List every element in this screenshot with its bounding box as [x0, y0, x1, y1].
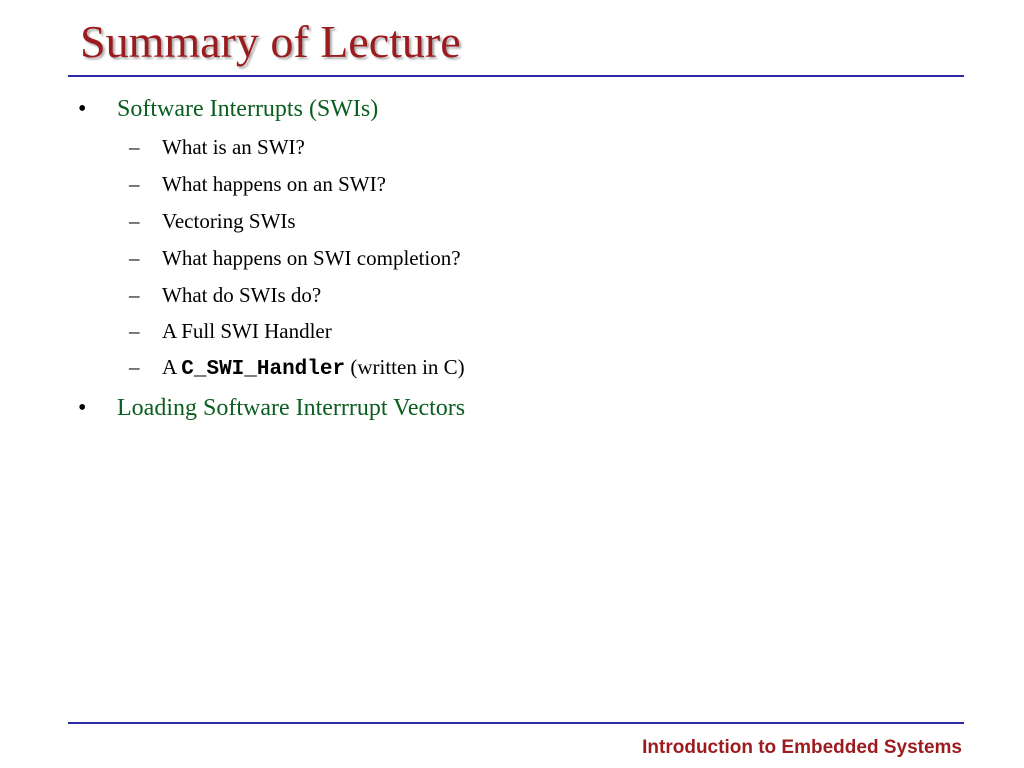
- sub-item-text: What happens on SWI completion?: [162, 246, 461, 270]
- slide-footer: Introduction to Embedded Systems: [642, 737, 962, 758]
- sub-marker: –: [129, 319, 140, 343]
- sub-marker: –: [129, 172, 140, 196]
- sub-item-text: What happens on an SWI?: [162, 172, 386, 196]
- title-divider: [68, 75, 964, 77]
- bullet-text: Loading Software Interrrupt Vectors: [117, 395, 466, 421]
- bullet-marker: •: [78, 395, 87, 421]
- sub-item-text: What is an SWI?: [162, 135, 305, 159]
- sub-marker: –: [129, 246, 140, 270]
- sub-item-text: Vectoring SWIs: [162, 209, 296, 233]
- footer-divider: [68, 722, 964, 724]
- sub-item-prefix: A: [162, 355, 182, 379]
- sub-marker: –: [129, 355, 140, 379]
- sub-item-text: What do SWIs do?: [162, 283, 322, 307]
- sub-item-suffix: (written in C): [345, 355, 465, 379]
- bullet-marker: •: [78, 96, 87, 122]
- code-identifier: C_SWI_Handler: [181, 358, 346, 381]
- bullet-text: Software Interrupts (SWIs): [117, 96, 379, 122]
- sub-item-text: A Full SWI Handler: [162, 319, 332, 343]
- slide-title: Summary of Lecture: [80, 16, 461, 67]
- sub-item-text: [162, 354, 465, 383]
- sub-marker: –: [129, 283, 140, 307]
- sub-marker: –: [129, 135, 140, 159]
- sub-marker: –: [129, 209, 140, 233]
